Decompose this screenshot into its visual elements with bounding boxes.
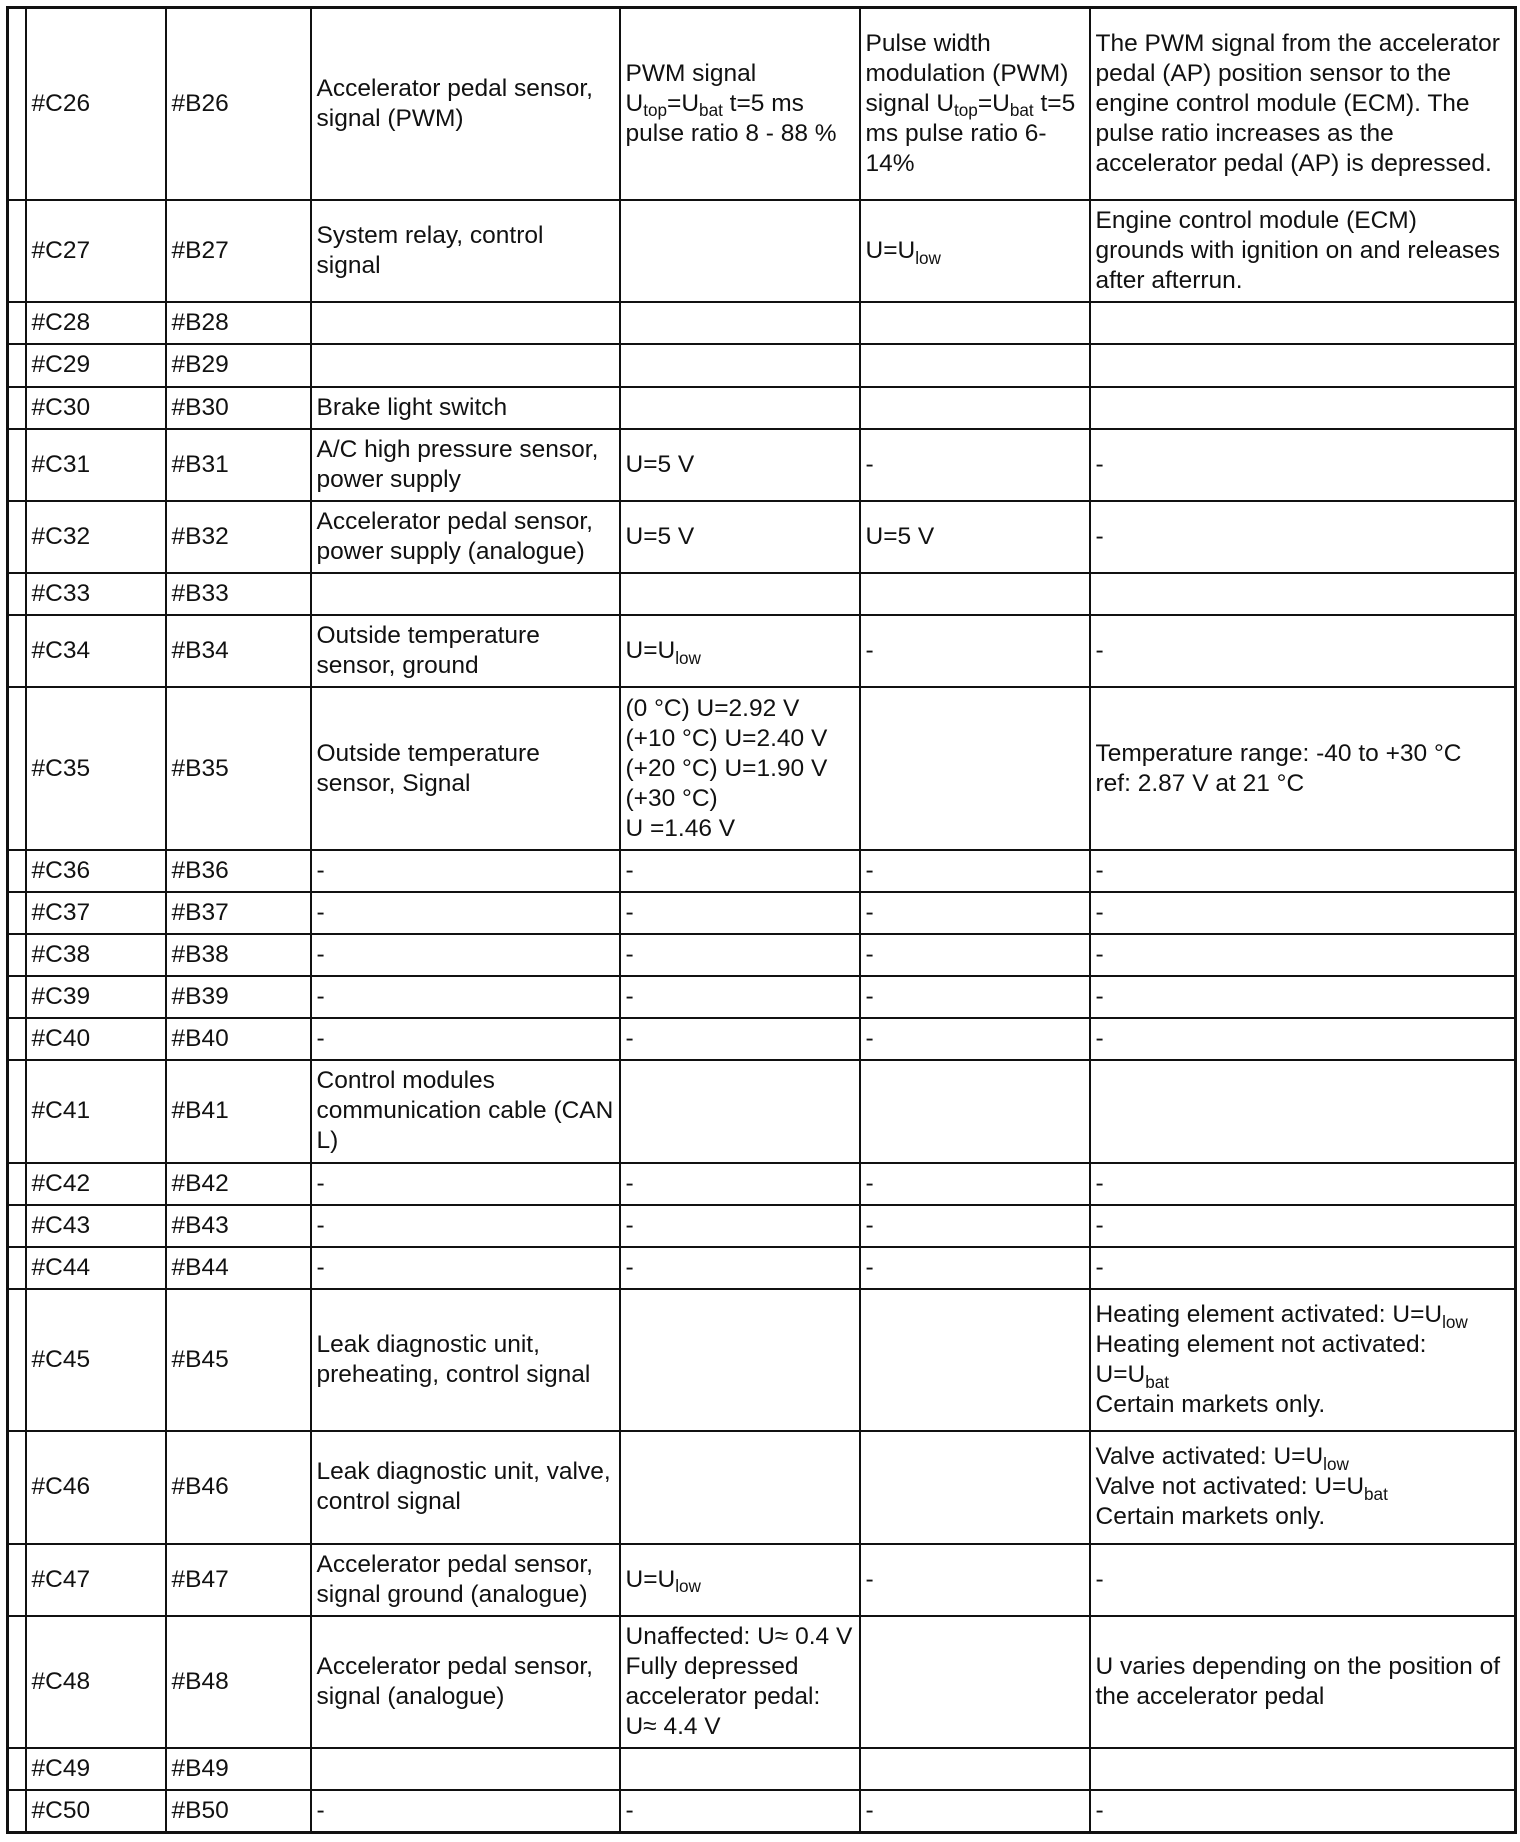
table-row [8, 200, 1516, 302]
value-1-cell [620, 1060, 860, 1162]
margin-cell [8, 1163, 26, 1205]
description-cell: Accelerator pedal sensor, power supply (analogue) [311, 501, 620, 573]
value-2-cell [860, 1289, 1090, 1431]
value-2-cell [860, 687, 1090, 849]
table-row [8, 302, 1516, 344]
c-pin-cell: #C32 [26, 501, 166, 573]
value-1-cell: - [620, 976, 860, 1018]
c-pin-cell: #C49 [26, 1748, 166, 1790]
value-2-cell: - [860, 615, 1090, 687]
notes-cell: Engine control module (ECM) grounds with ignition on and releases after afterrun. [1090, 200, 1516, 302]
value-2-cell: - [860, 1163, 1090, 1205]
b-pin-cell: #B35 [166, 687, 311, 849]
c-pin-cell: #C26 [26, 8, 166, 201]
table-row [8, 976, 1516, 1018]
value-1-cell: $U=U_{low}$ [620, 1544, 860, 1616]
c-pin-cell: #C34 [26, 615, 166, 687]
table-row [8, 934, 1516, 976]
margin-cell [8, 573, 26, 615]
c-pin-cell: #C42 [26, 1163, 166, 1205]
value-2-cell [860, 1616, 1090, 1748]
value-1-cell: - [620, 934, 860, 976]
value-1-cell [620, 344, 860, 386]
notes-cell: U varies depending on the position of the accelerator pedal [1090, 1616, 1516, 1748]
table-row [8, 501, 1516, 573]
value-1-cell: - [620, 850, 860, 892]
b-pin-cell: #B29 [166, 344, 311, 386]
value-2-cell: - [860, 976, 1090, 1018]
b-pin-cell: #B36 [166, 850, 311, 892]
table-row [8, 573, 1516, 615]
b-pin-cell: #B42 [166, 1163, 311, 1205]
margin-cell [8, 501, 26, 573]
margin-cell [8, 850, 26, 892]
description-cell: Outside temperature sensor, Signal [311, 687, 620, 849]
pin-table-body [8, 8, 1516, 1833]
description-cell: A/C high pressure sensor, power supply [311, 429, 620, 501]
b-pin-cell: #B50 [166, 1790, 311, 1832]
margin-cell [8, 1790, 26, 1832]
value-1-cell: - [620, 1163, 860, 1205]
value-1-cell: - [620, 1018, 860, 1060]
notes-cell: - [1090, 934, 1516, 976]
description-cell: - [311, 1247, 620, 1289]
description-cell: Leak diagnostic unit, valve, control signal [311, 1431, 620, 1543]
table-row [8, 892, 1516, 934]
notes-cell: - [1090, 501, 1516, 573]
c-pin-cell: #C36 [26, 850, 166, 892]
b-pin-cell: #B27 [166, 200, 311, 302]
margin-cell [8, 1247, 26, 1289]
table-row [8, 850, 1516, 892]
notes-cell [1090, 1748, 1516, 1790]
c-pin-cell: #C47 [26, 1544, 166, 1616]
notes-cell: The PWM signal from the accelerator pedal (AP) position sensor to the engine control module (ECM). The pulse ratio increases as the accelerator pedal (AP) is depressed. [1090, 8, 1516, 201]
margin-cell [8, 1431, 26, 1543]
description-cell: Accelerator pedal sensor, signal (PWM) [311, 8, 620, 201]
table-row [8, 344, 1516, 386]
value-2-cell [860, 1060, 1090, 1162]
b-pin-cell: #B43 [166, 1205, 311, 1247]
b-pin-cell: #B40 [166, 1018, 311, 1060]
notes-cell: - [1090, 976, 1516, 1018]
notes-cell [1090, 302, 1516, 344]
margin-cell [8, 302, 26, 344]
b-pin-cell: #B49 [166, 1748, 311, 1790]
value-1-cell [620, 1431, 860, 1543]
c-pin-cell: #C44 [26, 1247, 166, 1289]
value-2-cell: - [860, 892, 1090, 934]
b-pin-cell: #B34 [166, 615, 311, 687]
margin-cell [8, 1544, 26, 1616]
value-2-cell: - [860, 1205, 1090, 1247]
value-2-cell: $U=U_{low}$ [860, 200, 1090, 302]
notes-cell: - [1090, 892, 1516, 934]
c-pin-cell: #C45 [26, 1289, 166, 1431]
table-row [8, 615, 1516, 687]
b-pin-cell: #B31 [166, 429, 311, 501]
value-1-cell [620, 1748, 860, 1790]
value-2-cell: - [860, 1544, 1090, 1616]
table-row [8, 1790, 1516, 1832]
b-pin-cell: #B45 [166, 1289, 311, 1431]
table-row [8, 1431, 1516, 1543]
notes-cell: Heating element activated: $U=U_{low}$ Heating element not activated: $U=U_{bat}$ Certain markets only. [1090, 1289, 1516, 1431]
pin-table [6, 6, 1517, 1834]
value-2-cell [860, 573, 1090, 615]
b-pin-cell: #B47 [166, 1544, 311, 1616]
b-pin-cell: #B30 [166, 387, 311, 429]
c-pin-cell: #C33 [26, 573, 166, 615]
description-cell: - [311, 1018, 620, 1060]
margin-cell [8, 387, 26, 429]
margin-cell [8, 934, 26, 976]
b-pin-cell: #B39 [166, 976, 311, 1018]
value-2-cell: - [860, 850, 1090, 892]
b-pin-cell: #B41 [166, 1060, 311, 1162]
b-pin-cell: #B33 [166, 573, 311, 615]
value-2-cell: - [860, 429, 1090, 501]
description-cell: - [311, 976, 620, 1018]
b-pin-cell: #B48 [166, 1616, 311, 1748]
value-1-cell: U=5 V [620, 429, 860, 501]
c-pin-cell: #C30 [26, 387, 166, 429]
description-cell: Accelerator pedal sensor, signal ground (analogue) [311, 1544, 620, 1616]
value-2-cell [860, 387, 1090, 429]
value-1-cell: - [620, 1247, 860, 1289]
value-2-cell: - [860, 934, 1090, 976]
notes-cell [1090, 344, 1516, 386]
margin-cell [8, 8, 26, 201]
c-pin-cell: #C40 [26, 1018, 166, 1060]
c-pin-cell: #C37 [26, 892, 166, 934]
b-pin-cell: #B28 [166, 302, 311, 344]
margin-cell [8, 687, 26, 849]
value-2-cell [860, 302, 1090, 344]
margin-cell [8, 615, 26, 687]
value-2-cell: Pulse width modulation (PWM) signal $U_{top}=U_{bat}$ t=5 ms pulse ratio 6-14% [860, 8, 1090, 201]
b-pin-cell: #B37 [166, 892, 311, 934]
value-1-cell: (0 °C) U=2.92 V (+10 °C) U=2.40 V (+20 °C) U=1.90 V (+30 °C) U =1.46 V [620, 687, 860, 849]
table-row [8, 8, 1516, 201]
notes-cell: - [1090, 1790, 1516, 1832]
value-1-cell [620, 573, 860, 615]
notes-cell: - [1090, 1247, 1516, 1289]
description-cell: Accelerator pedal sensor, signal (analogue) [311, 1616, 620, 1748]
table-row [8, 1205, 1516, 1247]
notes-cell: - [1090, 429, 1516, 501]
margin-cell [8, 200, 26, 302]
value-2-cell [860, 1431, 1090, 1543]
notes-cell: - [1090, 850, 1516, 892]
notes-cell [1090, 1060, 1516, 1162]
value-1-cell: $U=U_{low}$ [620, 615, 860, 687]
c-pin-cell: #C50 [26, 1790, 166, 1832]
notes-cell: - [1090, 1544, 1516, 1616]
description-cell: Brake light switch [311, 387, 620, 429]
c-pin-cell: #C31 [26, 429, 166, 501]
value-2-cell: - [860, 1790, 1090, 1832]
margin-cell [8, 1289, 26, 1431]
description-cell [311, 344, 620, 386]
c-pin-cell: #C41 [26, 1060, 166, 1162]
c-pin-cell: #C43 [26, 1205, 166, 1247]
description-cell: - [311, 850, 620, 892]
value-2-cell [860, 344, 1090, 386]
c-pin-cell: #C48 [26, 1616, 166, 1748]
table-row [8, 1247, 1516, 1289]
value-1-cell: PWM signal $U_{top}=U_{bat}$ t=5 ms pulse ratio 8 - 88 % [620, 8, 860, 201]
value-2-cell [860, 1748, 1090, 1790]
value-1-cell: - [620, 892, 860, 934]
table-row [8, 687, 1516, 849]
c-pin-cell: #C35 [26, 687, 166, 849]
description-cell: - [311, 934, 620, 976]
table-row [8, 1616, 1516, 1748]
table-row [8, 1544, 1516, 1616]
c-pin-cell: #C28 [26, 302, 166, 344]
value-1-cell: U=5 V [620, 501, 860, 573]
value-1-cell [620, 1289, 860, 1431]
value-2-cell: - [860, 1018, 1090, 1060]
margin-cell [8, 892, 26, 934]
table-row [8, 1748, 1516, 1790]
value-1-cell [620, 200, 860, 302]
notes-cell: - [1090, 1205, 1516, 1247]
description-cell: - [311, 1790, 620, 1832]
margin-cell [8, 1616, 26, 1748]
notes-cell: Temperature range: -40 to +30 °C ref: 2.87 V at 21 °C [1090, 687, 1516, 849]
description-cell: Leak diagnostic unit, preheating, control signal [311, 1289, 620, 1431]
margin-cell [8, 1018, 26, 1060]
description-cell: - [311, 1163, 620, 1205]
table-row [8, 429, 1516, 501]
table-row [8, 1289, 1516, 1431]
margin-cell [8, 429, 26, 501]
c-pin-cell: #C27 [26, 200, 166, 302]
margin-cell [8, 1748, 26, 1790]
description-cell: Outside temperature sensor, ground [311, 615, 620, 687]
c-pin-cell: #C39 [26, 976, 166, 1018]
table-row [8, 1018, 1516, 1060]
table-row [8, 1163, 1516, 1205]
description-cell: - [311, 1205, 620, 1247]
value-1-cell [620, 387, 860, 429]
b-pin-cell: #B38 [166, 934, 311, 976]
value-1-cell: - [620, 1205, 860, 1247]
value-1-cell [620, 302, 860, 344]
notes-cell [1090, 573, 1516, 615]
description-cell: System relay, control signal [311, 200, 620, 302]
margin-cell [8, 1060, 26, 1162]
b-pin-cell: #B32 [166, 501, 311, 573]
b-pin-cell: #B26 [166, 8, 311, 201]
value-1-cell: - [620, 1790, 860, 1832]
value-2-cell: U=5 V [860, 501, 1090, 573]
b-pin-cell: #B46 [166, 1431, 311, 1543]
description-cell [311, 302, 620, 344]
description-cell [311, 573, 620, 615]
b-pin-cell: #B44 [166, 1247, 311, 1289]
value-1-cell: Unaffected: U≈ 0.4 V Fully depressed accelerator pedal: U≈ 4.4 V [620, 1616, 860, 1748]
notes-cell [1090, 387, 1516, 429]
c-pin-cell: #C46 [26, 1431, 166, 1543]
c-pin-cell: #C38 [26, 934, 166, 976]
notes-cell: - [1090, 615, 1516, 687]
description-cell: - [311, 892, 620, 934]
description-cell: Control modules communication cable (CAN L) [311, 1060, 620, 1162]
notes-cell: Valve activated: $U=U_{low}$ Valve not activated: $U=U_{bat}$ Certain markets only. [1090, 1431, 1516, 1543]
notes-cell: - [1090, 1018, 1516, 1060]
table-row [8, 1060, 1516, 1162]
value-2-cell: - [860, 1247, 1090, 1289]
notes-cell: - [1090, 1163, 1516, 1205]
margin-cell [8, 976, 26, 1018]
description-cell [311, 1748, 620, 1790]
margin-cell [8, 1205, 26, 1247]
c-pin-cell: #C29 [26, 344, 166, 386]
table-row [8, 387, 1516, 429]
margin-cell [8, 344, 26, 386]
